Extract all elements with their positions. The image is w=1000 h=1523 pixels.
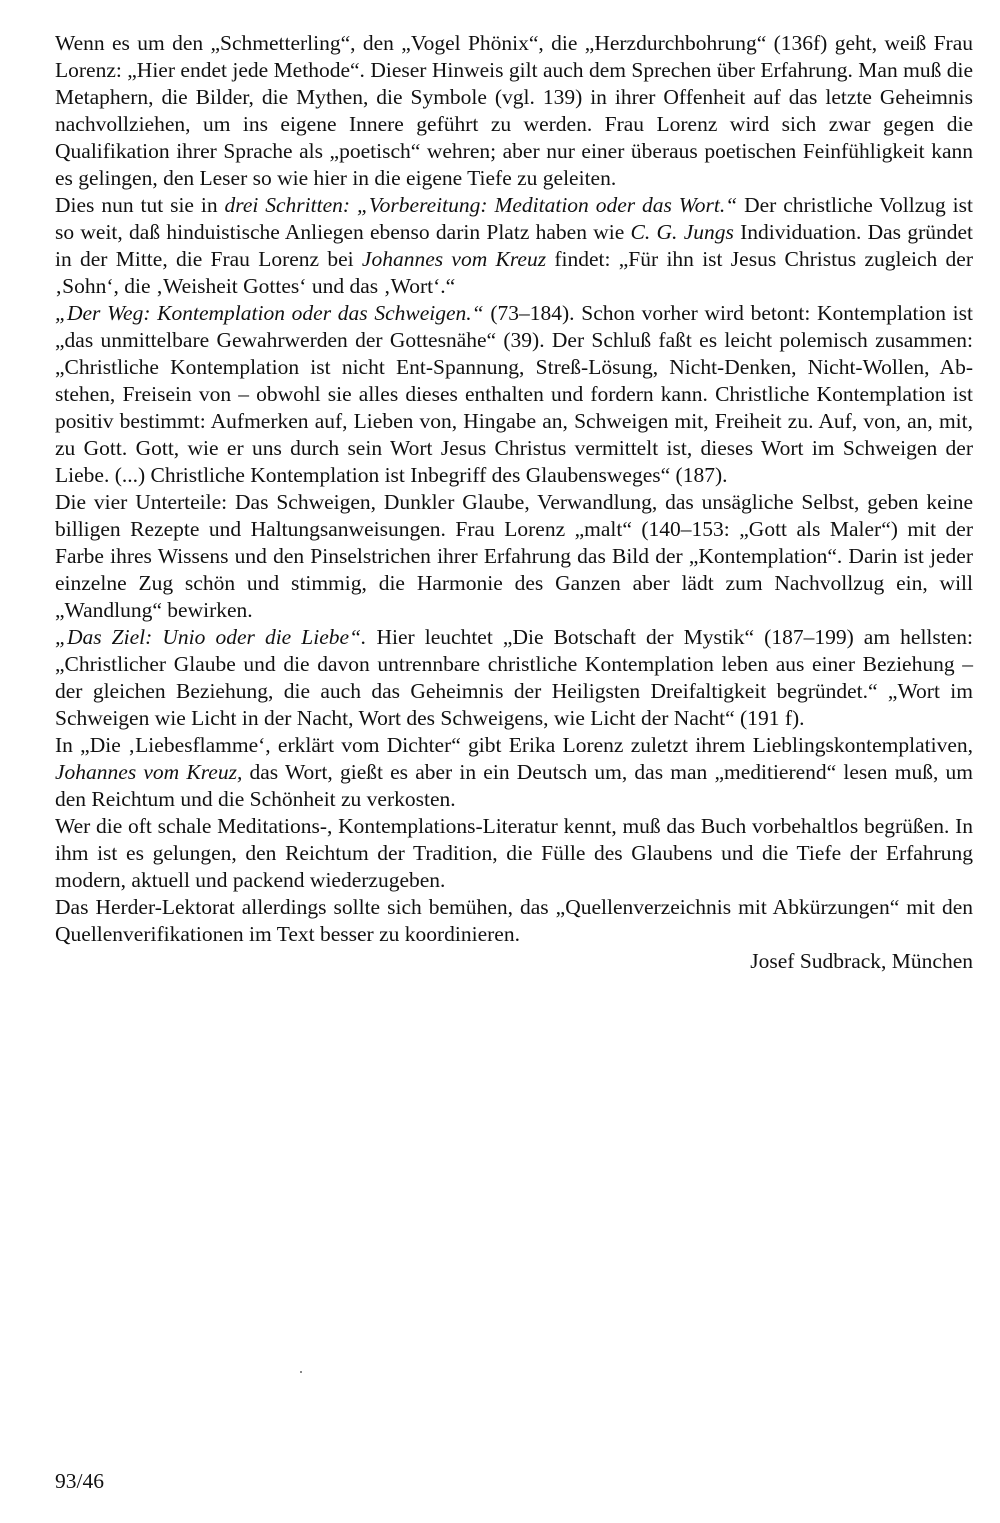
page-number: 93/46	[55, 1469, 104, 1493]
paragraph-recommendation: Wer die oft schale Meditations-, Kontemplations-Literatur kennt, muß das Buch vorbehaltlos begrüßen. In ihm ist es gelungen, den Reichtum der Tradition, die Fülle des Glaubens und die Tiefe der Erfahrung modern, aktuell und packend wiederzugeben.	[55, 814, 973, 892]
review-body	[55, 30, 973, 975]
stray-mark	[300, 1371, 302, 1373]
paragraph-contemplation: „Der Weg: Kontemplation oder das Schweigen.“ (73–184). Schon vorher wird betont: Kontemplation ist „das unmittelbare Gewahrwerden der Gottesnähe“ (39). Der Schluß faßt es leicht polemisch zusammen: „Christliche Kontemplation ist nicht Ent-Spannung, Streß-Lösung, Nicht-Denken, Nicht-Wollen, Ab-stehen, Freisein von – obwohl sie alles dieses enthalten und fordern kann. Christliche Kontemplation ist positiv bestimmt: Aufmerken auf, Lieben von, Hingabe an, Schweigen mit, Freiheit zu. Auf, von, an, mit, zu Gott. Gott, wie er uns durch sein Wort Jesus Christus vermittelt ist, dieses Wort im Schweigen der Liebe. (...) Christliche Kontemplation ist Inbegriff des Glaubensweges“ (187).	[55, 301, 973, 487]
paragraph-preparation: Dies nun tut sie in drei Schritten: „Vorbereitung: Meditation oder das Wort.“ Der christliche Vollzug ist so weit, daß hinduistische Anliegen ebenso darin Platz haben wie C. G. Jungs Individuation. Das gründet in der Mitte, die Frau Lorenz bei Johannes vom Kreuz findet: „Für ihn ist Jesus Christus zugleich der ‚Sohn‘, die ‚Weisheit Gottes‘ und das ‚Wort‘.“	[55, 193, 973, 298]
paragraph-subdivisions: Die vier Unterteile: Das Schweigen, Dunkler Glaube, Verwandlung, das unsägliche Selbst, geben keine billigen Rezepte und Haltungsanweisungen. Frau Lorenz „malt“ (140–153: „Gott als Maler“) mit der Farbe ihres Wissens und den Pinselstrichen ihrer Erfahrung das Bild der „Kontemplation“. Darin ist jeder einzelne Zug schön und stimmig, die Harmonie des Ganzen aber lädt zum Nachvollzug ein, will „Wandlung“ bewirken.	[55, 490, 973, 622]
paragraph-unio: „Das Ziel: Unio oder die Liebe“. Hier leuchtet „Die Botschaft der Mystik“ (187–199) am hellsten: „Christlicher Glaube und die davon untrennbare christliche Kontemplation leben aus einer Beziehung – der gleichen Beziehung, die auch das Geheimnis der Heiligsten Dreifaltigkeit begründet.“ „Wort im Schweigen wie Licht in der Nacht, Wort des Schweigens, wie Licht der Nacht“ (191 f).	[55, 625, 974, 730]
paragraph-criticism: Das Herder-Lektorat allerdings sollte sich bemühen, das „Quellenverzeichnis mit Abkürzungen“ mit den Quellenverifikationen im Text besser zu koordinieren.	[55, 895, 973, 946]
author-signature: Josef Sudbrack, München	[750, 949, 973, 973]
paragraph-methods: Wenn es um den „Schmetterling“, den „Vogel Phönix“, die „Herzdurchbohrung“ (136f) geht, weiß Frau Lorenz: „Hier endet jede Methode“. Dieser Hinweis gilt auch dem Sprechen über Erfahrung. Man muß die Metaphern, die Bilder, die Mythen, die Symbole (vgl. 139) in ihrer Offenheit auf das letzte Geheimnis nachvollziehen, um ins eigene Innere geführt zu werden. Frau Lorenz wird sich zwar gegen die Qualifikation ihrer Sprache als „poetisch“ wehren; aber nur einer überaus poetischen Feinfühligkeit kann es gelingen, den Leser so wie hier in die eigene Tiefe zu geleiten.	[55, 31, 973, 190]
paragraph-liebesflamme: In „Die ‚Liebesflamme‘, erklärt vom Dichter“ gibt Erika Lorenz zuletzt ihrem Lieblingskontemplativen, Johannes vom Kreuz, das Wort, gießt es aber in ein Deutsch um, das man „meditierend“ lesen muß, um den Reichtum und die Schönheit zu verkosten.	[55, 733, 973, 811]
